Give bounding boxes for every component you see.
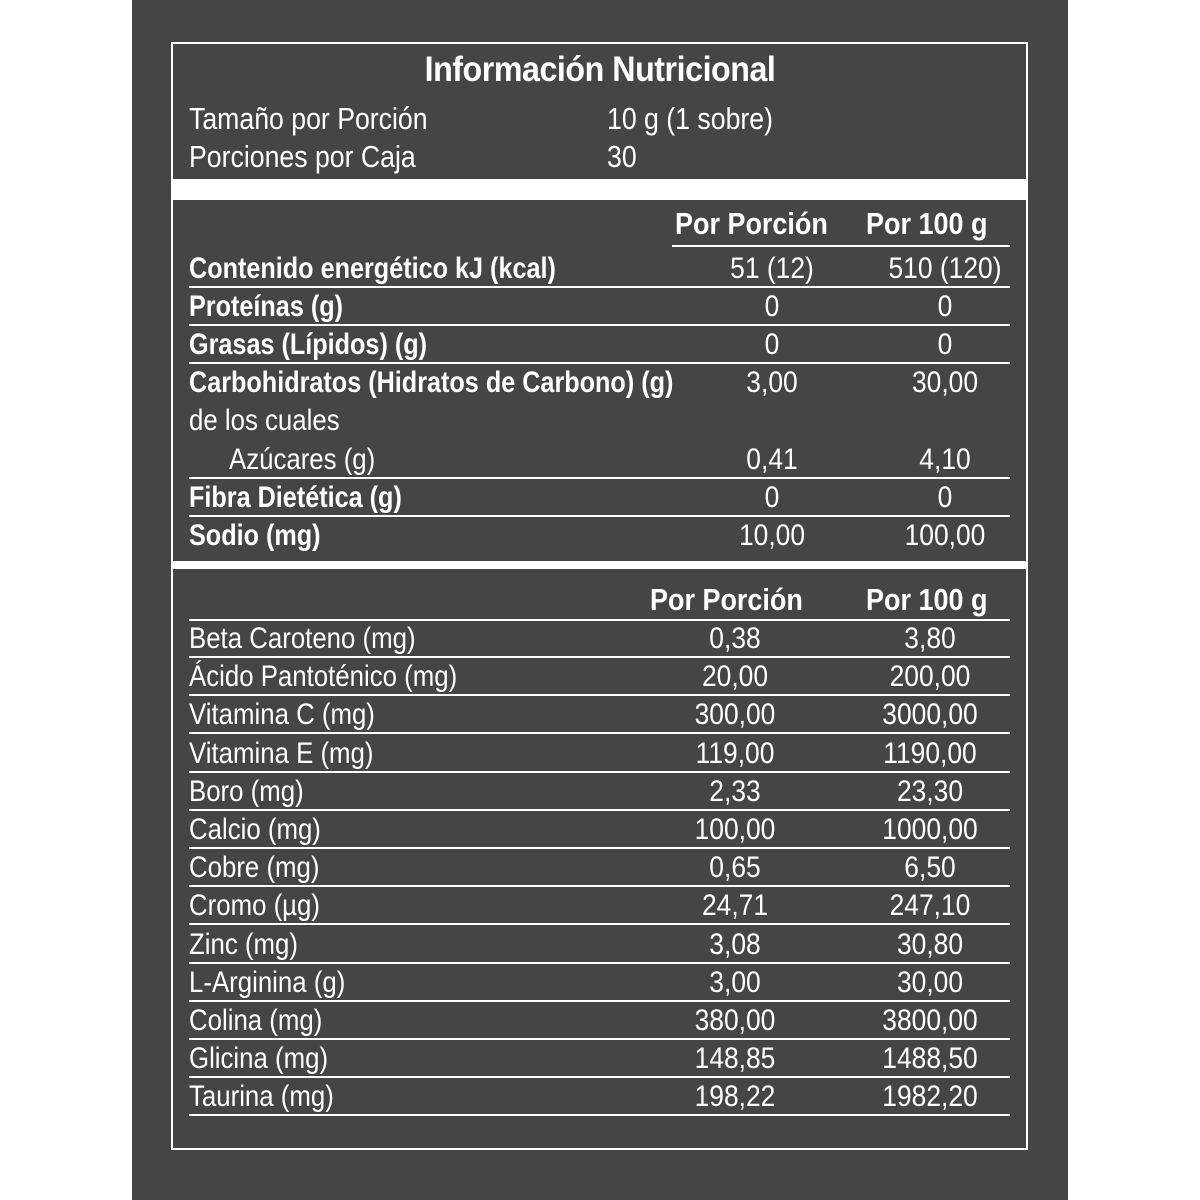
macros-col-per-100g: Por 100 g [866, 206, 988, 241]
table-row [189, 364, 1010, 402]
table-row [189, 288, 1010, 326]
per-100g-value: 30,80 [896, 927, 964, 961]
per-serving-value: 380,00 [694, 1004, 776, 1037]
table-row [189, 658, 1010, 696]
micros-col-per-100g: Por 100 g [866, 582, 988, 617]
per-serving-value: 0 [764, 481, 780, 514]
serving-size-label: Tamaño por Porción [189, 101, 428, 136]
per-100g-value: 247,10 [889, 889, 971, 923]
header-underline [672, 245, 1010, 247]
divider-bar [171, 179, 1028, 200]
micros-col-per-serving: Por Porción [650, 582, 803, 617]
per-100g-value: 0 [937, 481, 953, 514]
per-serving-value: 3,00 [746, 366, 798, 399]
per-serving-value: 119,00 [695, 736, 775, 770]
table-row [189, 926, 1010, 964]
table-row [189, 1078, 1010, 1116]
per-100g-value: 23,30 [896, 774, 964, 808]
table-row [189, 964, 1010, 1002]
nutrient-label: L-Arginina (g) [189, 965, 346, 999]
table-row [189, 1040, 1010, 1078]
per-100g-value: 30,00 [896, 965, 964, 999]
table-row [189, 517, 1010, 555]
per-100g-value: 200,00 [889, 660, 971, 694]
per-100g-value: 30,00 [911, 366, 979, 399]
per-100g-value: 6,50 [904, 851, 956, 885]
table-row [189, 479, 1010, 517]
per-100g-value: 510 (120) [888, 252, 1002, 285]
per-100g-value: 1488,50 [882, 1042, 978, 1076]
nutrient-label: Sodio (mg) [189, 519, 321, 552]
per-100g-value: 1982,20 [882, 1080, 978, 1114]
per-100g-value: 0 [937, 290, 953, 323]
nutrient-label: Glicina (mg) [189, 1042, 329, 1076]
servings-count-label: Porciones por Caja [189, 139, 416, 174]
table-row [189, 849, 1010, 887]
table-row [189, 620, 1010, 658]
nutrient-label: Boro (mg) [189, 774, 304, 808]
per-serving-value: 0,41 [746, 443, 798, 476]
per-100g-value: 4,10 [919, 443, 971, 476]
table-row [189, 773, 1010, 811]
per-serving-value: 148,85 [694, 1042, 776, 1076]
nutrient-label: de los cuales [189, 404, 340, 437]
per-serving-value: 20,00 [701, 660, 769, 694]
nutrient-label: Beta Caroteno (mg) [189, 622, 416, 655]
nutrient-label: Colina (mg) [189, 1004, 323, 1037]
nutrient-label: Taurina (mg) [189, 1080, 334, 1114]
nutrient-label: Fibra Dietética (g) [189, 481, 402, 514]
nutrient-label: Calcio (mg) [189, 813, 321, 846]
nutrient-label: Carbohidratos (Hidratos de Carbono) (g) [189, 366, 674, 399]
nutrient-label: Cobre (mg) [189, 851, 320, 885]
per-100g-value: 0 [937, 328, 953, 361]
table-row [189, 811, 1010, 849]
per-100g-value: 1190,00 [883, 736, 977, 770]
nutrient-label: Ácido Pantoténico (mg) [189, 660, 458, 694]
per-serving-value: 0 [764, 328, 780, 361]
servings-count-value: 30 [607, 139, 637, 174]
nutrient-label: Vitamina C (mg) [189, 698, 375, 732]
nutrient-label: Grasas (Lípidos) (g) [189, 328, 428, 361]
table-row [189, 326, 1010, 364]
table-row [189, 696, 1010, 734]
per-serving-value: 3,08 [709, 927, 761, 961]
table-row [189, 887, 1010, 925]
per-serving-value: 0,65 [709, 851, 761, 885]
per-serving-value: 0,38 [709, 622, 761, 655]
per-100g-value: 3,80 [904, 622, 956, 655]
nutrient-label: Azúcares (g) [229, 443, 376, 476]
per-serving-value: 198,22 [694, 1080, 776, 1114]
nutrient-label: Contenido energético kJ (kcal) [189, 252, 556, 285]
per-100g-value: 1000,00 [882, 813, 978, 846]
page-title: Información Nutricional [424, 50, 776, 89]
per-serving-value: 3,00 [709, 965, 761, 999]
serving-size-value: 10 g (1 sobre) [607, 101, 773, 136]
nutrient-label: Proteínas (g) [189, 290, 344, 323]
per-100g-value: 100,00 [904, 519, 986, 552]
per-serving-value: 24,71 [701, 889, 769, 923]
per-100g-value: 3800,00 [882, 1004, 978, 1037]
nutrient-label: Vitamina E (mg) [189, 736, 374, 770]
nutrient-label: Zinc (mg) [189, 927, 298, 961]
per-serving-value: 2,33 [709, 774, 761, 808]
macros-col-per-serving: Por Porción [675, 206, 828, 241]
table-row [189, 735, 1010, 773]
table-row [189, 250, 1010, 288]
per-serving-value: 100,00 [694, 813, 776, 846]
per-serving-value: 0 [764, 290, 780, 323]
row-divider [189, 1114, 1010, 1116]
per-100g-value: 3000,00 [882, 698, 978, 732]
per-serving-value: 10,00 [738, 519, 806, 552]
per-serving-value: 51 (12) [730, 252, 814, 285]
table-row [189, 441, 1010, 479]
table-row [189, 1002, 1010, 1040]
per-serving-value: 300,00 [694, 698, 776, 732]
table-row [189, 402, 1010, 440]
nutrient-label: Cromo (µg) [189, 889, 320, 923]
